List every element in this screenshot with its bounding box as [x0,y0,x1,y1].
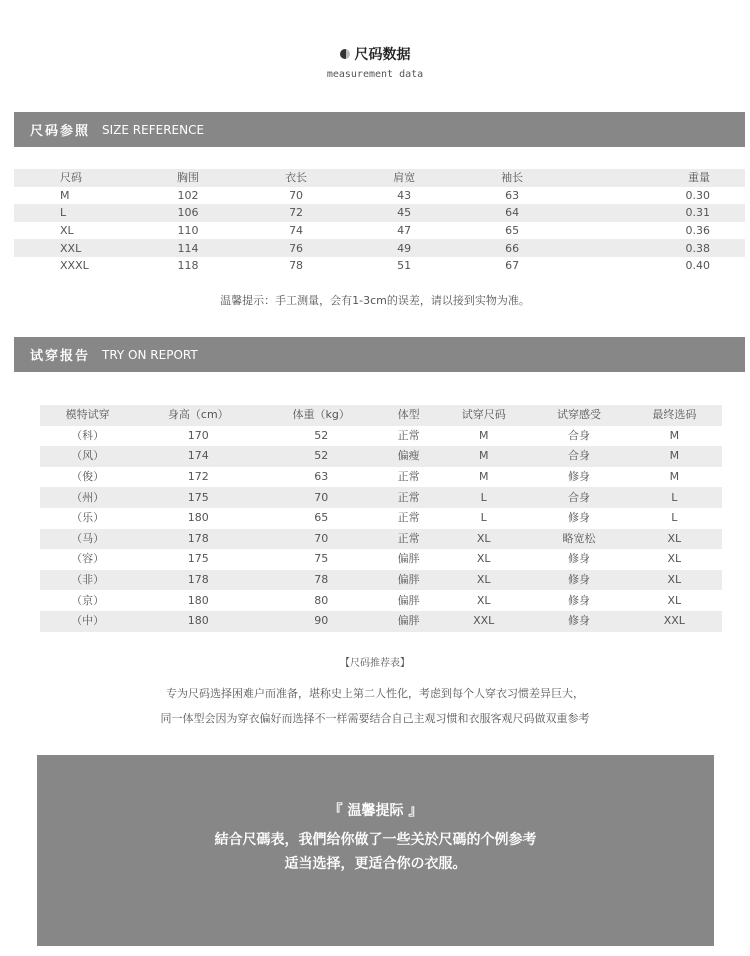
column-header: 体重（kg） [261,405,381,426]
table-cell: 偏瘦 [381,446,436,467]
table-cell: 72 [242,204,350,222]
table-cell: 65 [314,511,329,525]
table-row [40,570,722,591]
table-row [40,508,722,529]
table-cell: M [478,470,489,484]
table-cell: L [480,511,487,525]
table-cell: 正常 [381,529,436,550]
table-cell: （容） [71,552,105,566]
table-cell: 67 [505,259,520,273]
size-reference-title-cn: 尺码参照 [30,124,91,139]
header-title-line [340,44,411,64]
table-cell: 180 [187,511,209,525]
table-cell: 78 [261,570,381,591]
size-reference-banner [14,112,745,147]
table-cell: 75 [314,552,329,566]
table-cell: 正常 [397,511,420,525]
table-cell: M [60,188,70,202]
table-cell: XL [476,552,491,566]
table-cell: 180 [187,593,209,607]
table-cell: 110 [177,224,199,238]
description-line-1: 专为尺码选择困难户而准备，堪称史上第二人性化，考虑到每个人穿衣习惯差异巨大， [166,687,584,700]
table-cell: XL [60,224,74,238]
table-cell: M [478,428,489,442]
tip-line-1: 結合尺碼表，我們给你做了一些关於尺碼的个例参考 [214,832,537,848]
table-cell: M [627,446,722,467]
table-cell: 70 [289,188,304,202]
table-row [14,187,745,205]
table-cell: M [669,428,680,442]
table-cell: 合身 [531,446,626,467]
column-header: 试穿尺码 [436,405,531,426]
table-cell: 63 [314,470,329,484]
table-cell: 170 [187,428,209,442]
try-on-title-en: TRY ON REPORT [102,347,198,362]
table-cell: L [627,487,722,508]
column-header: 胸围 [134,169,242,187]
table-cell: 偏胖 [397,552,420,566]
table-row [40,426,722,447]
table-cell: 修身 [568,470,590,484]
table-cell: 偏胖 [381,570,436,591]
table-cell: 0.31 [566,204,745,222]
table-row [40,611,722,632]
table-cell: 正常 [397,428,420,442]
table-cell: 66 [458,239,566,257]
table-cell: XXXL [60,259,89,273]
table-row [40,529,722,550]
size-note: 温馨提示：手工测量，会有1-3cm的误差，请以接到实物为准。 [220,294,530,307]
table-cell: 178 [135,529,261,550]
try-on-title-cn: 试穿报告 [30,349,91,364]
table-cell: 修身 [568,552,590,566]
table-cell: 43 [397,188,412,202]
table-cell: 0.40 [685,259,710,273]
table-cell: 114 [134,239,242,257]
table-cell: 80 [314,593,329,607]
column-header: 衣长 [242,169,350,187]
table-cell: L [671,511,678,525]
table-cell: 49 [350,239,458,257]
table-cell: XL [627,529,722,550]
size-table-header [14,169,745,187]
table-caption: 【尺码推荐表】 [340,658,410,669]
column-header: 重量 [566,169,745,187]
table-cell: 偏胖 [397,593,420,607]
table-cell: 52 [261,446,381,467]
table-row [40,590,722,611]
column-header: 肩宽 [350,169,458,187]
table-cell: 0.36 [685,224,710,238]
tip-box [37,755,714,946]
try-on-report-banner [14,337,745,372]
table-cell: XXL [14,239,134,257]
table-cell: 正常 [397,470,420,484]
table-cell: M [436,446,531,467]
column-header: 模特试穿 [40,405,135,426]
table-cell: （风） [40,446,135,467]
table-cell: 51 [397,259,412,273]
table-cell: 74 [289,224,304,238]
table-cell: 偏胖 [381,611,436,632]
table-cell: 略宽松 [531,529,626,550]
table-cell: （非） [40,570,135,591]
table-cell: 修身 [568,511,590,525]
table-cell: 0.38 [566,239,745,257]
table-cell: M [669,470,680,484]
column-header: 体型 [381,405,436,426]
table-cell: 174 [135,446,261,467]
table-cell: （马） [40,529,135,550]
column-header: 尺码 [14,169,134,187]
size-reference-title-en: SIZE REFERENCE [102,122,205,137]
page-header [0,44,750,80]
table-row [14,204,745,222]
table-cell: XL [476,593,491,607]
table-cell: 102 [177,188,199,202]
size-reference-table [14,169,745,275]
table-cell: （京） [71,593,105,607]
table-cell: 合身 [531,487,626,508]
table-cell: （俊） [71,470,105,484]
table-cell: （科） [71,428,105,442]
table-cell: 106 [134,204,242,222]
table-cell: 修身 [531,570,626,591]
table-cell: 172 [187,470,209,484]
table-cell: 175 [135,487,261,508]
table-row [14,257,745,275]
table-cell: XXL [436,611,531,632]
table-cell: 178 [135,570,261,591]
tip-line-2: 适当选择，更适合你の衣服。 [284,856,467,872]
table-cell: 76 [242,239,350,257]
table-row [14,222,745,240]
table-cell: 正常 [381,487,436,508]
header-title: 尺码数据 [354,47,411,63]
table-row [40,487,722,508]
column-header: 试穿感受 [531,405,626,426]
table-cell: 63 [505,188,520,202]
table-cell: L [436,487,531,508]
table-cell: XL [627,570,722,591]
table-cell: 175 [187,552,209,566]
table-cell: 64 [458,204,566,222]
column-header: 袖长 [458,169,566,187]
column-header: 身高（cm） [135,405,261,426]
table-row [40,467,722,488]
column-header: 最终选码 [627,405,722,426]
table-cell: 180 [135,611,261,632]
table-cell: XL [436,529,531,550]
table-cell: 修身 [531,611,626,632]
table-cell: 118 [177,259,199,273]
tip-title: 『 温馨提际 』 [328,803,423,819]
half-circle-icon [340,49,350,59]
table-cell: L [14,204,134,222]
header-subtitle: measurement data [326,69,424,80]
table-cell: 合身 [568,428,590,442]
table-cell: XXL [627,611,722,632]
table-cell: （中） [40,611,135,632]
table-cell: XL [667,593,682,607]
table-row [40,446,722,467]
try-on-table [40,405,722,632]
table-cell: 45 [350,204,458,222]
table-cell: （州） [40,487,135,508]
description-line-2: 同一体型会因为穿衣偏好而选择不一样需要结合自己主观习惯和衣服客观尺码做双重参考 [160,712,590,725]
table-cell: 52 [314,428,329,442]
table-cell: 90 [261,611,381,632]
table-row [40,549,722,570]
table-cell: XL [667,552,682,566]
table-cell: 65 [505,224,520,238]
table-cell: 修身 [568,593,590,607]
table-cell: 70 [261,529,381,550]
table-cell: 70 [261,487,381,508]
try-table-header [40,405,722,426]
table-cell: XL [436,570,531,591]
table-cell: 0.30 [685,188,710,202]
table-cell: （乐） [71,511,105,525]
table-cell: 78 [289,259,304,273]
table-row [14,239,745,257]
table-cell: 47 [397,224,412,238]
